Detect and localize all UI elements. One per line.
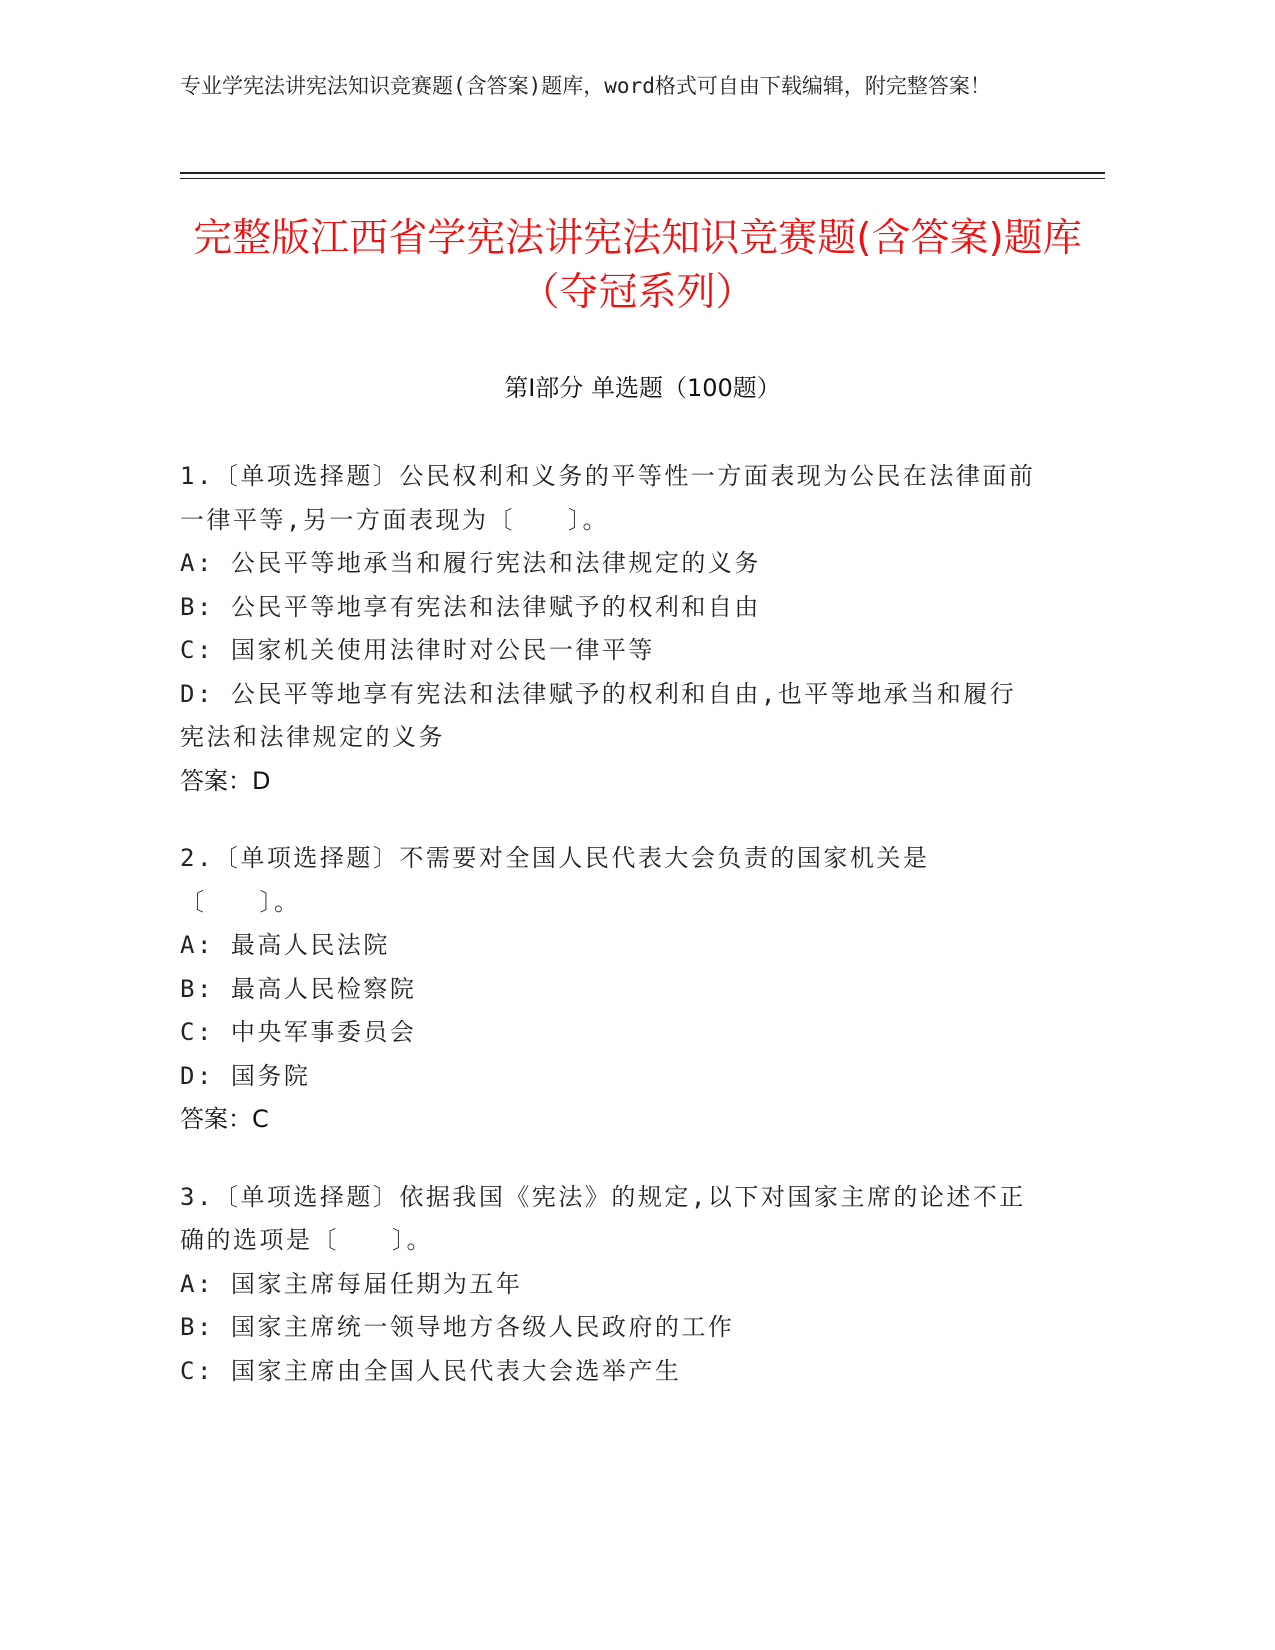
option-b: B: 国家主席统一领导地方各级人民政府的工作 xyxy=(180,1313,735,1341)
option-c: C: 国家主席由全国人民代表大会选举产生 xyxy=(180,1356,682,1385)
question-2 xyxy=(180,837,1040,1142)
header-rule-thin xyxy=(180,178,1105,179)
option-a: A: 最高人民法院 xyxy=(180,931,390,959)
option-a: A: 国家主席每届任期为五年 xyxy=(180,1269,523,1298)
document-title: 完整版江西省学宪法讲宪法知识竞赛题(含答案)题库（夺冠系列） xyxy=(193,216,1082,315)
option-b: B: 公民平等地享有宪法和法律赋予的权利和自由 xyxy=(180,592,761,621)
answer: 答案：D xyxy=(180,766,271,795)
question-stem: 1.〔单项选择题〕公民权利和义务的平等性一方面表现为公民在法律面前一律平等,另一方面表现为〔 〕。 xyxy=(180,462,1036,534)
option-a: A: 公民平等地承当和履行宪法和法律规定的义务 xyxy=(180,549,761,577)
option-d: D: 国务院 xyxy=(180,1061,311,1090)
question-stem: 2.〔单项选择题〕不需要对全国人民代表大会负责的国家机关是〔 〕。 xyxy=(180,844,930,916)
option-b: B: 最高人民检察院 xyxy=(180,974,417,1003)
option-d: D: 公民平等地享有宪法和法律赋予的权利和自由,也平等地承当和履行宪法和法律规定的义务 xyxy=(180,679,1017,751)
question-list xyxy=(180,455,1040,1427)
answer: 答案：C xyxy=(180,1105,269,1133)
section-title: 第Ⅰ部分 单选题（100题） xyxy=(504,374,781,402)
header-note: 专业学宪法讲宪法知识竞赛题(含答案)题库，word格式可自由下载编辑，附完整答案！ xyxy=(180,74,991,98)
question-stem: 3.〔单项选择题〕依据我国《宪法》的规定,以下对国家主席的论述不正确的选项是〔 〕。 xyxy=(180,1182,1026,1254)
option-c: C: 中央军事委员会 xyxy=(180,1018,417,1046)
question-3 xyxy=(180,1176,1040,1394)
question-1 xyxy=(180,455,1040,803)
option-c: C: 国家机关使用法律时对公民一律平等 xyxy=(180,636,655,664)
header-rule-thick xyxy=(180,172,1105,174)
